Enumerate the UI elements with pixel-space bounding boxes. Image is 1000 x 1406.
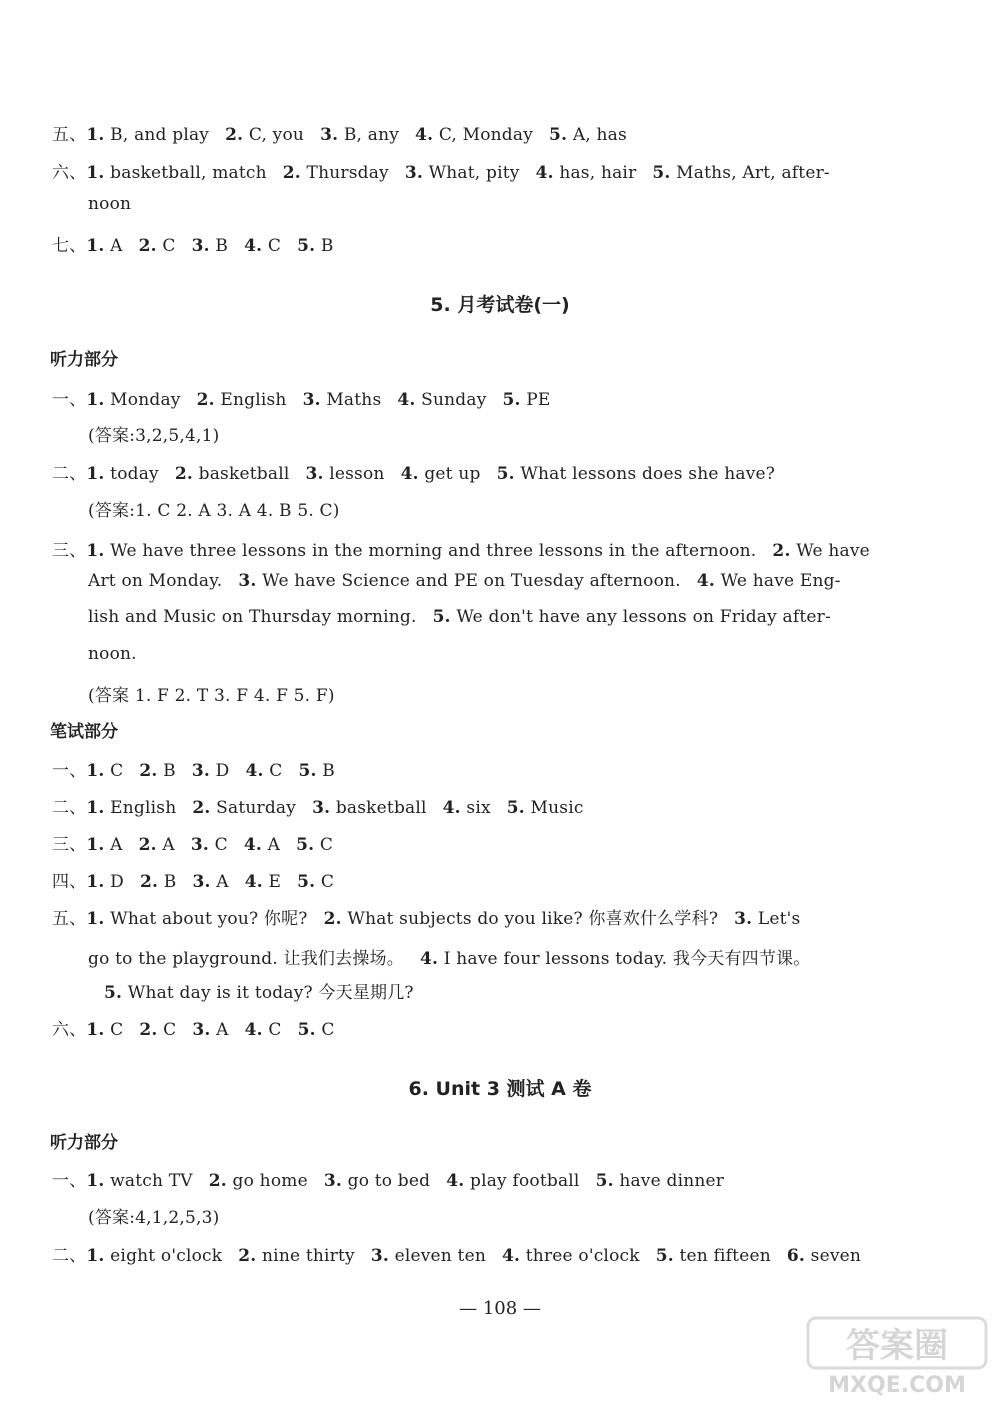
answer-row-liu-cont: noon bbox=[88, 194, 132, 214]
answer-row-w5-b: go to the playground. 让我们去操场。 4. I have four lessons today. 我今天有四节课。 bbox=[88, 949, 811, 969]
watermark-logo bbox=[802, 1314, 992, 1400]
answer-row-l1: 一、1. Monday 2. English 3. Maths 4. Sunday 5. PE bbox=[52, 390, 551, 410]
section-title-6: 6. Unit 3 测试 A 卷 bbox=[408, 1078, 592, 1100]
answer-row-w2: 二、1. English 2. Saturday 3. basketball 4. six 5. Music bbox=[52, 798, 584, 818]
answer-row-w5-c: 5. What day is it today? 今天星期几? bbox=[104, 983, 414, 1003]
answer-row-l3-c: lish and Music on Thursday morning. 5. We don't have any lessons on Friday after- bbox=[88, 607, 831, 627]
answer-row-w5-a: 五、1. What about you? 你呢? 2. What subjects do you like? 你喜欢什么学科? 3. Let's bbox=[52, 909, 801, 929]
answer-row-w1: 一、1. C 2. B 3. D 4. C 5. B bbox=[52, 761, 335, 781]
answer-row-qi: 七、1. A 2. C 3. B 4. C 5. B bbox=[52, 236, 334, 256]
answer-row-w3: 三、1. A 2. A 3. C 4. A 5. C bbox=[52, 835, 334, 855]
answer-key-l3: (答案 1. F 2. T 3. F 4. F 5. F) bbox=[88, 686, 335, 706]
subhead-writing-5: 笔试部分 bbox=[50, 722, 118, 742]
answer-key-l2: (答案:1. C 2. A 3. A 4. B 5. C) bbox=[88, 501, 340, 521]
watermark-text: 答案圈 bbox=[846, 1326, 948, 1366]
answer-row-l3-a: 三、1. We have three lessons in the morning and three lessons in the afternoon. 2. We have bbox=[52, 541, 870, 561]
answer-row-l3-d: noon. bbox=[88, 644, 137, 664]
answer-key-l1: (答案:3,2,5,4,1) bbox=[88, 426, 220, 446]
page-number: — 108 — bbox=[459, 1298, 541, 1319]
answer-row-l2: 二、1. today 2. basketball 3. lesson 4. get up 5. What lessons does she have? bbox=[52, 464, 776, 484]
answer-row-w4: 四、1. D 2. B 3. A 4. E 5. C bbox=[52, 872, 335, 892]
answer-row-liu: 六、1. basketball, match 2. Thursday 3. What, pity 4. has, hair 5. Maths, Art, after- bbox=[52, 163, 830, 183]
subhead-listening-6: 听力部分 bbox=[50, 1133, 118, 1153]
answer-key-u3-l1: (答案:4,1,2,5,3) bbox=[88, 1208, 220, 1228]
answer-row-w6: 六、1. C 2. C 3. A 4. C 5. C bbox=[52, 1020, 335, 1040]
watermark-url: MXQE.COM bbox=[828, 1373, 966, 1398]
section-title-5: 5. 月考试卷(一) bbox=[430, 294, 570, 316]
answer-row-wu: 五、1. B, and play 2. C, you 3. B, any 4. C, Monday 5. A, has bbox=[52, 125, 627, 145]
answer-row-u3-l1: 一、1. watch TV 2. go home 3. go to bed 4. play football 5. have dinner bbox=[52, 1171, 725, 1191]
answer-row-l3-b: Art on Monday. 3. We have Science and PE on Tuesday afternoon. 4. We have Eng- bbox=[88, 571, 841, 591]
subhead-listening-5: 听力部分 bbox=[50, 350, 118, 370]
answer-row-u3-l2: 二、1. eight o'clock 2. nine thirty 3. eleven ten 4. three o'clock 5. ten fifteen 6. seven bbox=[52, 1246, 862, 1266]
